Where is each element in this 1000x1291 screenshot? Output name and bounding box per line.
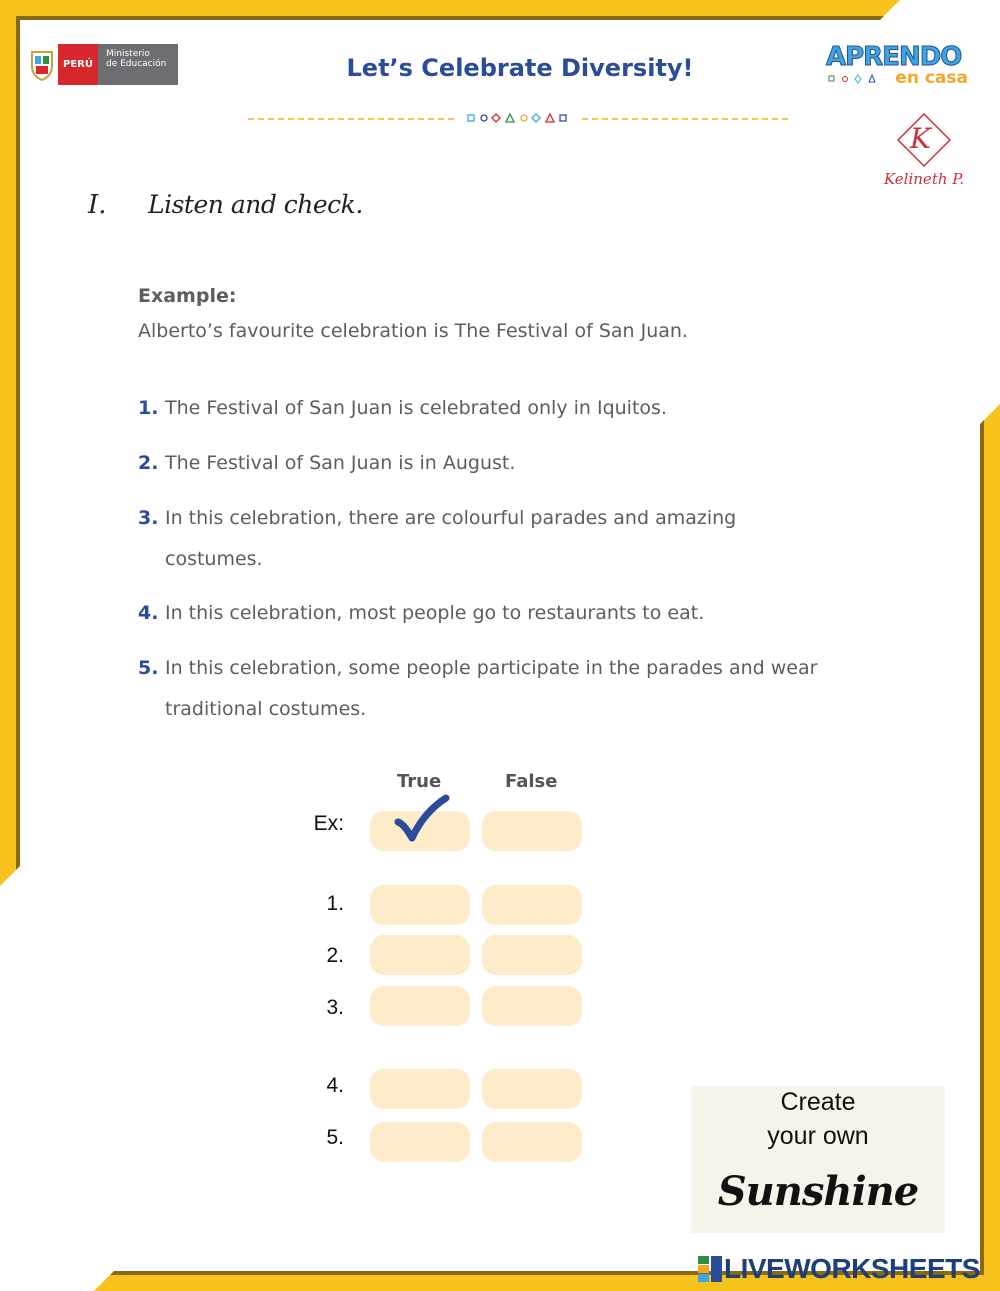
row-label-example: Ex: — [313, 812, 344, 835]
sunshine-card — [691, 1086, 945, 1233]
brand-main: APRENDO — [826, 42, 962, 72]
true-column-header: True — [397, 771, 442, 792]
sunshine-line-1: Create — [780, 1088, 856, 1116]
peru-shield-icon — [26, 44, 58, 85]
answer-box-example-false[interactable] — [482, 811, 582, 851]
answer-box-4-true[interactable] — [370, 1069, 470, 1109]
sunshine-script: Sunshine — [717, 1168, 919, 1215]
question-item — [138, 388, 845, 429]
brand-sub: en casa — [895, 68, 968, 88]
liveworksheets-icon — [698, 1256, 722, 1282]
author-signature-logo — [880, 112, 970, 202]
aprendo-en-casa-logo — [826, 44, 970, 88]
page-title: Let’s Celebrate Diversity! — [346, 54, 694, 82]
ministry-line-1: Ministerio — [106, 49, 150, 59]
answer-box-4-false[interactable] — [482, 1069, 582, 1109]
row-label-2: 2. — [326, 944, 344, 967]
section-number: I. — [88, 190, 107, 220]
answer-box-5-false[interactable] — [482, 1122, 582, 1162]
divider-shapes-icon — [464, 112, 574, 126]
row-label-1: 1. — [326, 892, 344, 915]
check-mark-icon — [394, 794, 452, 846]
sunshine-line-2: your own — [767, 1122, 869, 1150]
answer-box-2-true[interactable] — [370, 935, 470, 975]
question-item — [138, 443, 845, 484]
header-divider-left — [248, 118, 454, 120]
signature-name: Kelineth P. — [884, 170, 965, 188]
question-text: The Festival of San Juan is in August. — [165, 452, 516, 474]
header-divider-right — [582, 118, 788, 120]
question-number: 2. — [138, 452, 159, 474]
answer-box-3-true[interactable] — [370, 986, 470, 1026]
answer-box-2-false[interactable] — [482, 935, 582, 975]
liveworksheets-wordmark: LIVEWORKSHEETS — [724, 1253, 980, 1284]
peru-label: PERÚ — [58, 44, 98, 85]
question-item — [138, 593, 845, 634]
ministry-logo — [26, 44, 178, 85]
row-label-4: 4. — [326, 1074, 344, 1097]
row-label-3: 3. — [326, 996, 344, 1019]
answer-box-1-true[interactable] — [370, 885, 470, 925]
example-text: Alberto’s favourite celebration is The Festival of San Juan. — [138, 320, 688, 342]
row-label-5: 5. — [326, 1126, 344, 1149]
question-item — [138, 498, 835, 580]
liveworksheets-logo — [698, 1254, 980, 1284]
question-text: The Festival of San Juan is celebrated only in Iquitos. — [165, 397, 667, 419]
example-label: Example: — [138, 285, 237, 307]
answer-box-3-false[interactable] — [482, 986, 582, 1026]
signature-initial: K — [910, 122, 931, 155]
ministry-line-2: de Educación — [106, 59, 167, 69]
brand-shapes-icon — [828, 74, 878, 84]
question-text: In this celebration, some people participate in the parades and wear traditional costumes. — [165, 657, 818, 720]
answer-box-5-true[interactable] — [370, 1122, 470, 1162]
ministry-name — [98, 44, 178, 85]
question-number: 5. — [138, 657, 159, 679]
question-text: In this celebration, most people go to restaurants to eat. — [165, 602, 705, 624]
answer-box-1-false[interactable] — [482, 885, 582, 925]
question-number: 1. — [138, 397, 159, 419]
question-number: 4. — [138, 602, 159, 624]
section-instruction: Listen and check. — [148, 190, 363, 219]
false-column-header: False — [505, 771, 558, 792]
question-text: In this celebration, there are colourful parades and amazing costumes. — [165, 507, 737, 570]
question-number: 3. — [138, 507, 159, 529]
question-item — [138, 648, 820, 730]
